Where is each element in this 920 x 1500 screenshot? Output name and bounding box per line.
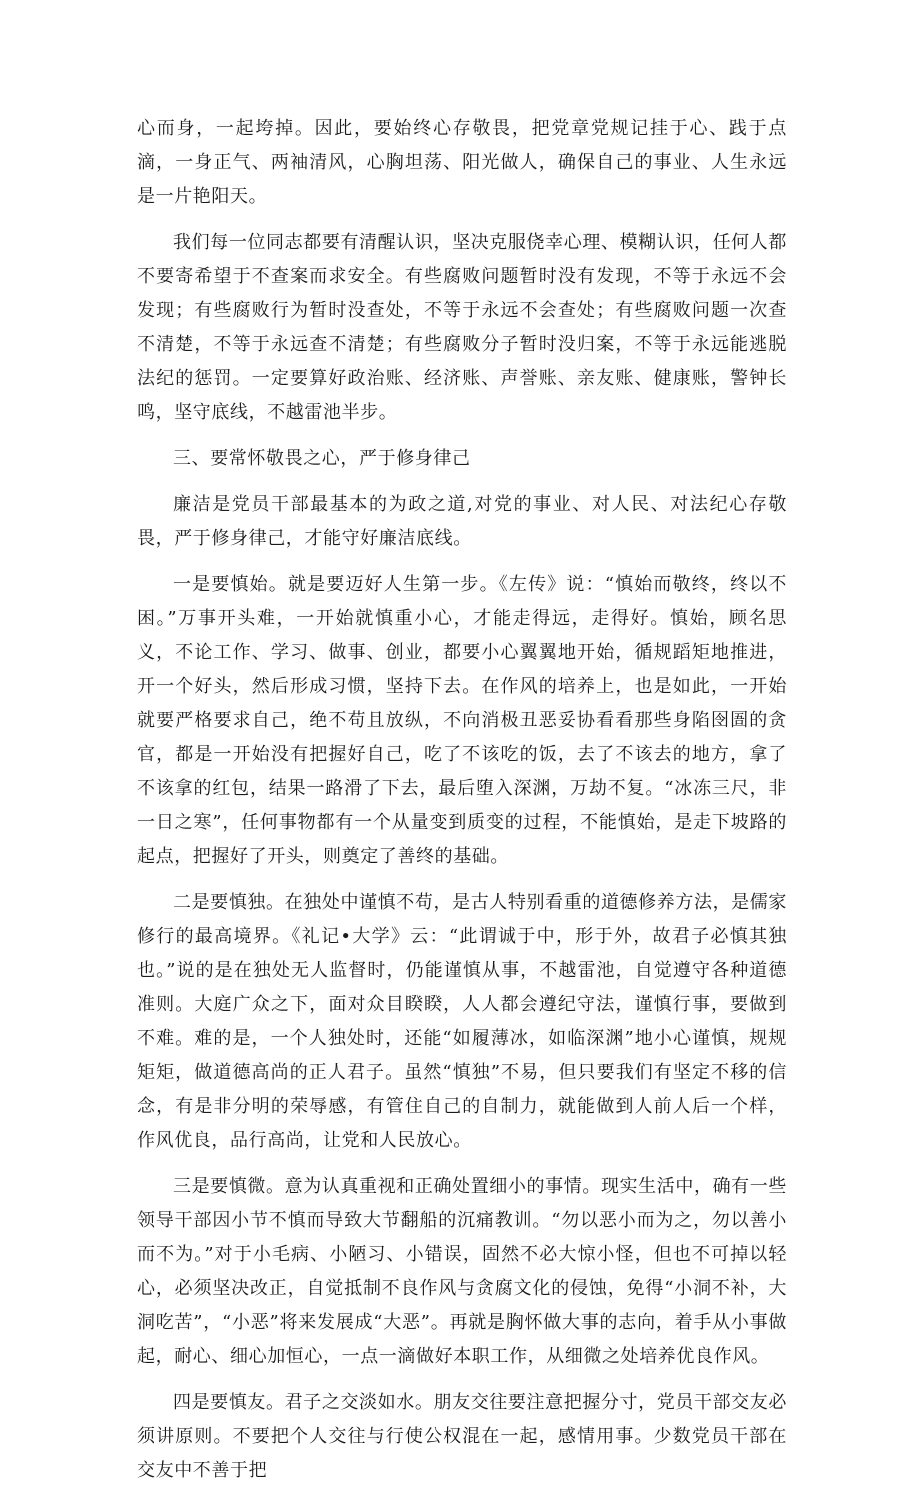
paragraph: 四是要慎友。君子之交淡如水。朋友交往要注意把握分寸，党员干部交友必须讲原则。不要把个人交往与行使公权混在一起，感情用事。少数党员干部在交友中不善于把 (137, 1392, 787, 1481)
paragraph: 廉洁是党员干部最基本的为政之道,对党的事业、对人民、对法纪心存敬畏，严于修身律己，才能守好廉洁底线。 (137, 494, 787, 549)
document-body (137, 112, 787, 1500)
paragraph: 心而身，一起垮掉。因此，要始终心存敬畏，把党章党规记挂于心、践于点滴，一身正气、两袖清风，心胸坦荡、阳光做人，确保自己的事业、人生永远是一片艳阳天。 (137, 118, 787, 207)
paragraph: 二是要慎独。在独处中谨慎不苟，是古人特别看重的道德修养方法，是儒家修行的最高境界。《礼记•大学》云：“此谓诚于中，形于外，故君子必慎其独也。”说的是在独处无人监督时，仍能谨慎从事，不越雷池，自觉遵守各种道德准则。大庭广众之下，面对众目睽睽，人人都会遵纪守法，谨慎行事，要做到不难。难的是，一个人独处时，还能“如履薄冰，如临深渊”地小心谨慎，规规矩矩，做道德高尚的正人君子。虽然“慎独”不易，但只要我们有坚定不移的信念，有是非分明的荣辱感，有管住自己的自制力，就能做到人前人后一个样，作风优良，品行高尚，让党和人民放心。 (137, 892, 787, 1151)
paragraph: 一是要慎始。就是要迈好人生第一步。《左传》说：“慎始而敬终，终以不困。”万事开头难，一开始就慎重小心，才能走得远，走得好。慎始，顾名思义，不论工作、学习、做事、创业，都要小心翼翼地开始，循规蹈矩地推进，开一个好头，然后形成习惯，坚持下去。在作风的培养上，也是如此，一开始就要严格要求自己，绝不苟且放纵，不向消极丑恶妥协看看那些身陷囹圄的贪官，都是一开始没有把握好自己，吃了不该吃的饭，去了不该去的地方，拿了不该拿的红包，结果一路滑了下去，最后堕入深渊，万劫不复。“冰冻三尺，非一日之寒”，任何事物都有一个从量变到质变的过程，不能慎始，是走下坡路的起点，把握好了开头，则奠定了善终的基础。 (137, 574, 787, 867)
paragraph: 三是要慎微。意为认真重视和正确处置细小的事情。现实生活中，确有一些领导干部因小节不慎而导致大节翻船的沉痛教训。“勿以恶小而为之，勿以善小而不为。”对于小毛病、小陋习、小错误，固然不必大惊小怪，但也不可掉以轻心，必须坚决改正，自觉抵制不良作风与贪腐文化的侵蚀，免得“小洞不补，大洞吃苦”，“小恶”将来发展成“大恶”。再就是胸怀做大事的志向，着手从小事做起，耐心、细心加恒心，一点一滴做好本职工作，从细微之处培养优良作风。 (137, 1176, 787, 1367)
paragraph: 我们每一位同志都要有清醒认识，坚决克服侥幸心理、模糊认识，任何人都不要寄希望于不查案而求安全。有些腐败问题暂时没有发现，不等于永远不会发现；有些腐败行为暂时没查处，不等于永远不会查处；有些腐败问题一次查不清楚，不等于永远查不清楚；有些腐败分子暂时没归案，不等于永远能逃脱法纪的惩罚。一定要算好政治账、经济账、声誉账、亲友账、健康账，警钟长鸣，坚守底线，不越雷池半步。 (137, 232, 787, 423)
section-heading: 三、要常怀敬畏之心，严于修身律己 (173, 448, 471, 469)
